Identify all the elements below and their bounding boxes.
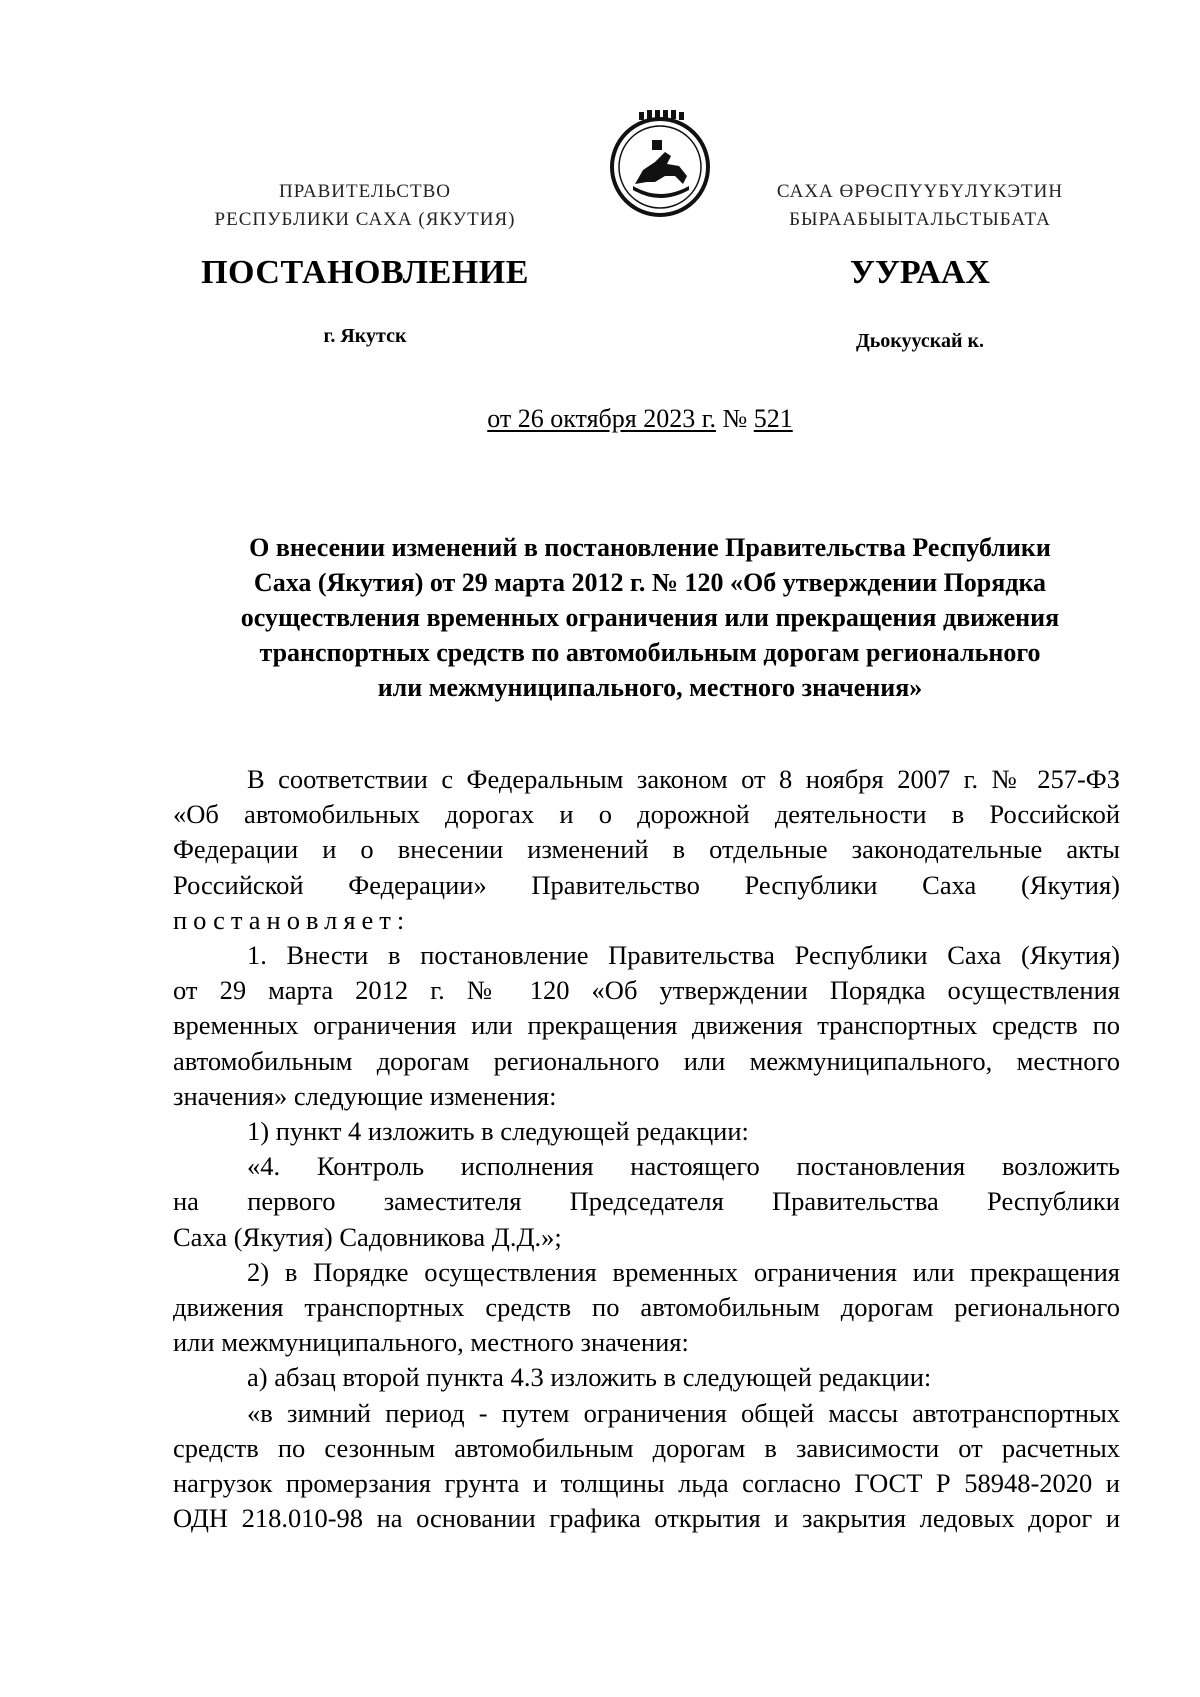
body-line: 2) в Порядке осуществления временных ограничения или прекращения [247, 1256, 1120, 1287]
body-line: или межмуниципального, местного значения: [173, 1327, 689, 1358]
issuer-ru-line2: РЕСПУБЛИКИ САХА (ЯКУТИЯ) [214, 209, 516, 230]
doc-type-ru: ПОСТАНОВЛЕНИЕ [201, 254, 529, 291]
title-line: транспортных средств по автомобильным дорогам регионального [259, 638, 1041, 667]
title-line: осуществления временных ограничения или прекращения движения [240, 603, 1060, 632]
body-line: В соответствии с Федеральным законом от 8 ноября 2007 г. № 257-ФЗ [247, 764, 1120, 794]
body-line: ОДН 218.010-98 на основании графика открытия и закрытия ледовых дорог и [173, 1503, 1120, 1534]
body-line: 1) пункт 4 изложить в следующей редакции: [247, 1116, 749, 1147]
title-line: Саха (Якутия) от 29 марта 2012 г. № 120 «Об утверждении Порядка [253, 568, 1047, 597]
body-line: «в зимний период - путем ограничения общей массы автотранспортных [247, 1397, 1120, 1428]
issuer-sah-line1: САХА ӨРӨСПҮҮБҮЛҮКЭТИН [776, 181, 1064, 202]
body-line: «4. Контроль исполнения настоящего постановления возложить [247, 1151, 1120, 1182]
body-line: временных ограничения или прекращения движения транспортных средств по [173, 1010, 1120, 1041]
date-number-line [0, 404, 1200, 434]
body-line: от 29 марта 2012 г. № 120 «Об утверждении Порядка осуществления [173, 975, 1120, 1006]
body-line: значения» следующие изменения: [173, 1080, 557, 1111]
city-sah: Дьокуускай к. [855, 330, 985, 352]
body-line: а) абзац второй пункта 4.3 изложить в следующей редакции: [247, 1362, 932, 1393]
body-line: на первого заместителя Председателя Правительства Республики [173, 1186, 1120, 1217]
document-title [170, 530, 1130, 705]
document-body [173, 762, 1120, 1536]
number-sign: № [722, 404, 748, 433]
body-line: нагрузок промерзания грунта и толщины льда согласно ГОСТ Р 58948-2020 и [173, 1468, 1120, 1499]
body-line: Саха (Якутия) Садовникова Д.Д.»; [173, 1221, 562, 1252]
issuer-sah [730, 178, 1110, 234]
body-line: автомобильным дорогам регионального или межмуниципального, местного [173, 1045, 1120, 1076]
body-line: постановляет: [173, 904, 411, 935]
body-line: 1. Внести в постановление Правительства Республики Саха (Якутия) [247, 940, 1120, 971]
body-line: «Об автомобильных дорогах и о дорожной деятельности в Российской [173, 799, 1120, 830]
city-ru: г. Якутск [323, 325, 407, 347]
coat-of-arms-icon [605, 110, 715, 220]
title-line: О внесении изменений в постановление Правительства Республики [249, 533, 1051, 562]
body-line: движения транспортных средств по автомобильным дорогам регионального [173, 1292, 1120, 1323]
body-line: Российской Федерации» Правительство Республики Саха (Якутия) [173, 869, 1120, 900]
issuer-ru [170, 178, 560, 234]
body-line: Федерации и о внесении изменений в отдельные законодательные акты [173, 834, 1120, 865]
title-line: или межмуниципального, местного значения» [377, 673, 923, 702]
doc-type-sah: УУРААХ [850, 254, 990, 291]
body-line: средств по сезонным автомобильным дорогам в зависимости от расчетных [173, 1432, 1120, 1463]
doc-date: от 26 октября 2023 г. [487, 404, 716, 433]
issuer-ru-line1: ПРАВИТЕЛЬСТВО [279, 181, 451, 202]
doc-number: 521 [753, 404, 793, 433]
issuer-sah-line2: БЫРААБЫЫТАЛЬСТЫБАТА [789, 209, 1051, 230]
